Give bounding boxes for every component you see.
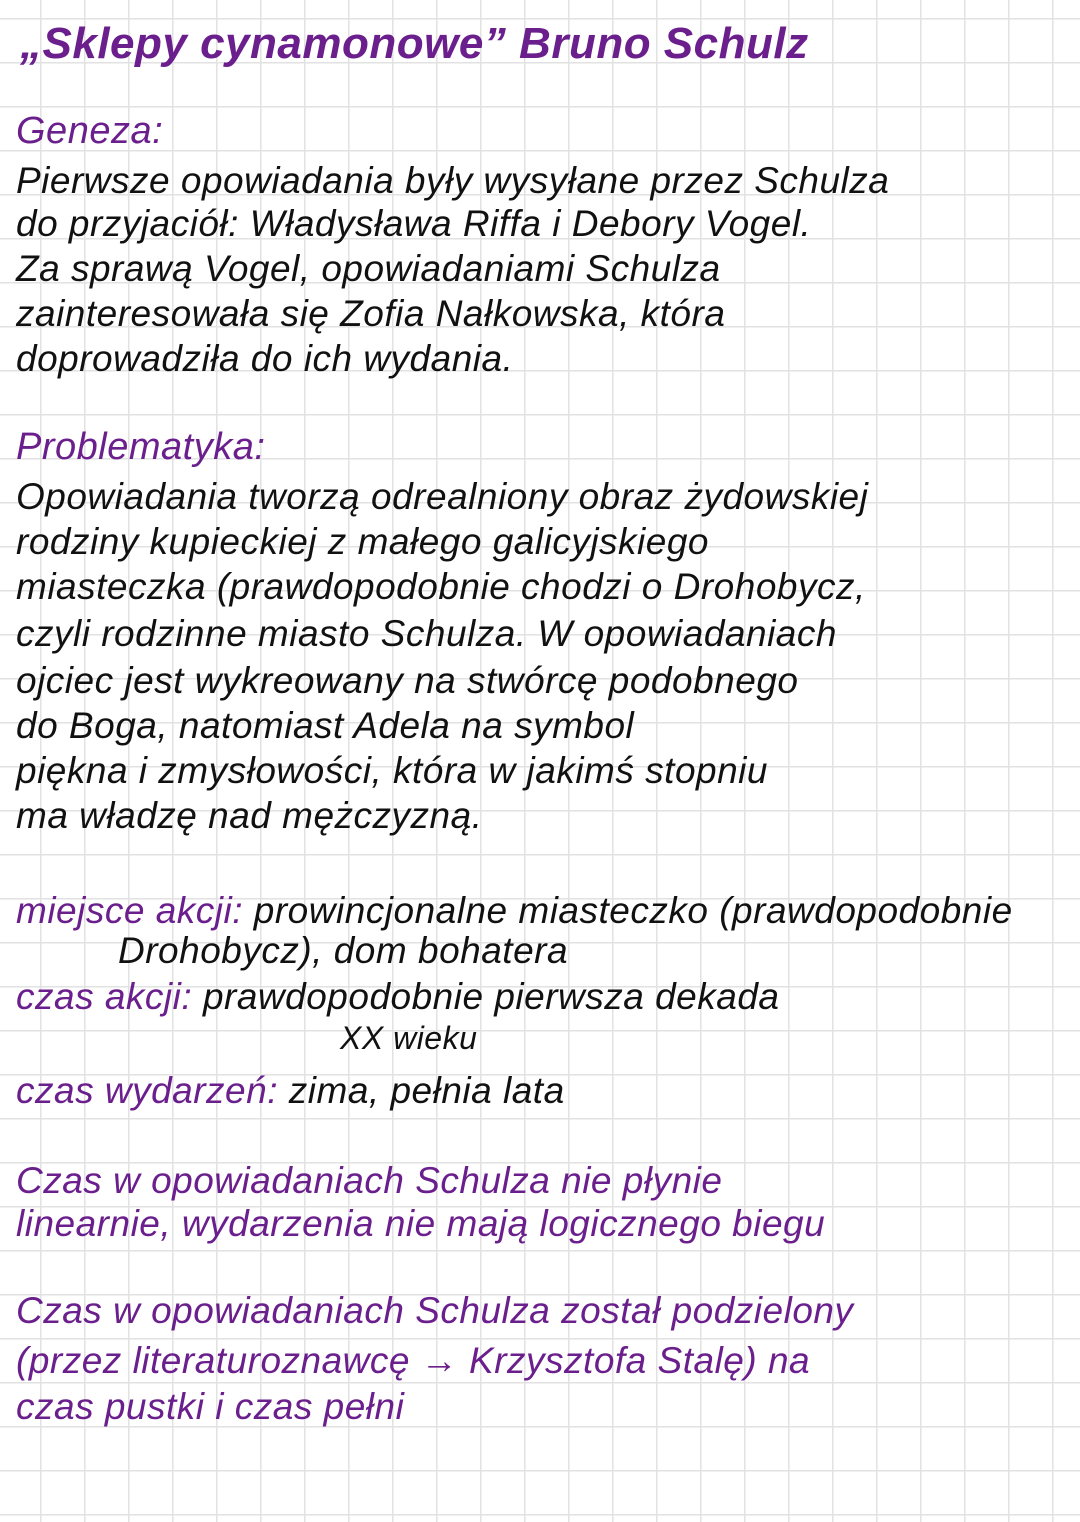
- text-line: czas pustki i czas pełni: [16, 1386, 405, 1427]
- place-label: miejsce akcji:: [16, 890, 243, 931]
- text-line: miasteczka (prawdopodobnie chodzi o Drohobycz,: [16, 566, 866, 607]
- text-line: czyli rodzinne miasto Schulza. W opowiadaniach: [16, 613, 837, 654]
- section-heading-problematyka: Problematyka:: [16, 426, 266, 468]
- place-value: prowincjonalne miasteczko (prawdopodobnie: [253, 890, 1013, 931]
- events-value: zima, pełnia lata: [288, 1070, 565, 1111]
- time-value-cont: XX wieku: [340, 1020, 478, 1056]
- text-line: rodziny kupieckiej z małego galicyjskiego: [16, 521, 709, 562]
- text-line: do Boga, natomiast Adela na symbol: [16, 705, 635, 746]
- text-line: (przez literaturoznawcę → Krzysztofa Stalę) na: [16, 1340, 811, 1381]
- text-line: Pierwsze opowiadania były wysyłane przez Schulza: [16, 160, 890, 201]
- text-line: Za sprawą Vogel, opowiadaniami Schulza: [16, 248, 721, 289]
- text-line: zainteresowała się Zofia Nałkowska, która: [16, 293, 726, 334]
- place-row: [16, 892, 1013, 929]
- text-line: ma władzę nad mężczyzną.: [16, 795, 483, 836]
- time-label: czas akcji:: [16, 976, 193, 1017]
- time-value: prawdopodobnie pierwsza dekada: [202, 976, 780, 1017]
- text-line: doprowadziła do ich wydania.: [16, 338, 514, 379]
- text-line: linearnie, wydarzenia nie mają logicznego biegu: [16, 1203, 826, 1244]
- text-line: Czas w opowiadaniach Schulza nie płynie: [16, 1160, 723, 1201]
- section-heading-geneza: Geneza:: [16, 110, 164, 152]
- text-line: ojciec jest wykreowany na stwórcę podobnego: [16, 660, 799, 701]
- page-title: „Sklepy cynamonowe” Bruno Schulz: [20, 19, 809, 68]
- text-line: Opowiadania tworzą odrealniony obraz żydowskiej: [16, 476, 869, 517]
- text-line: do przyjaciół: Władysława Riffa i Debory Vogel.: [16, 203, 812, 244]
- text-line: piękna i zmysłowości, która w jakimś stopniu: [16, 750, 768, 791]
- text-line: Czas w opowiadaniach Schulza został podzielony: [16, 1290, 854, 1331]
- events-row: [16, 1072, 565, 1109]
- events-label: czas wydarzeń:: [16, 1070, 278, 1111]
- time-row: [16, 978, 780, 1015]
- place-value-cont: Drohobycz), dom bohatera: [118, 930, 569, 971]
